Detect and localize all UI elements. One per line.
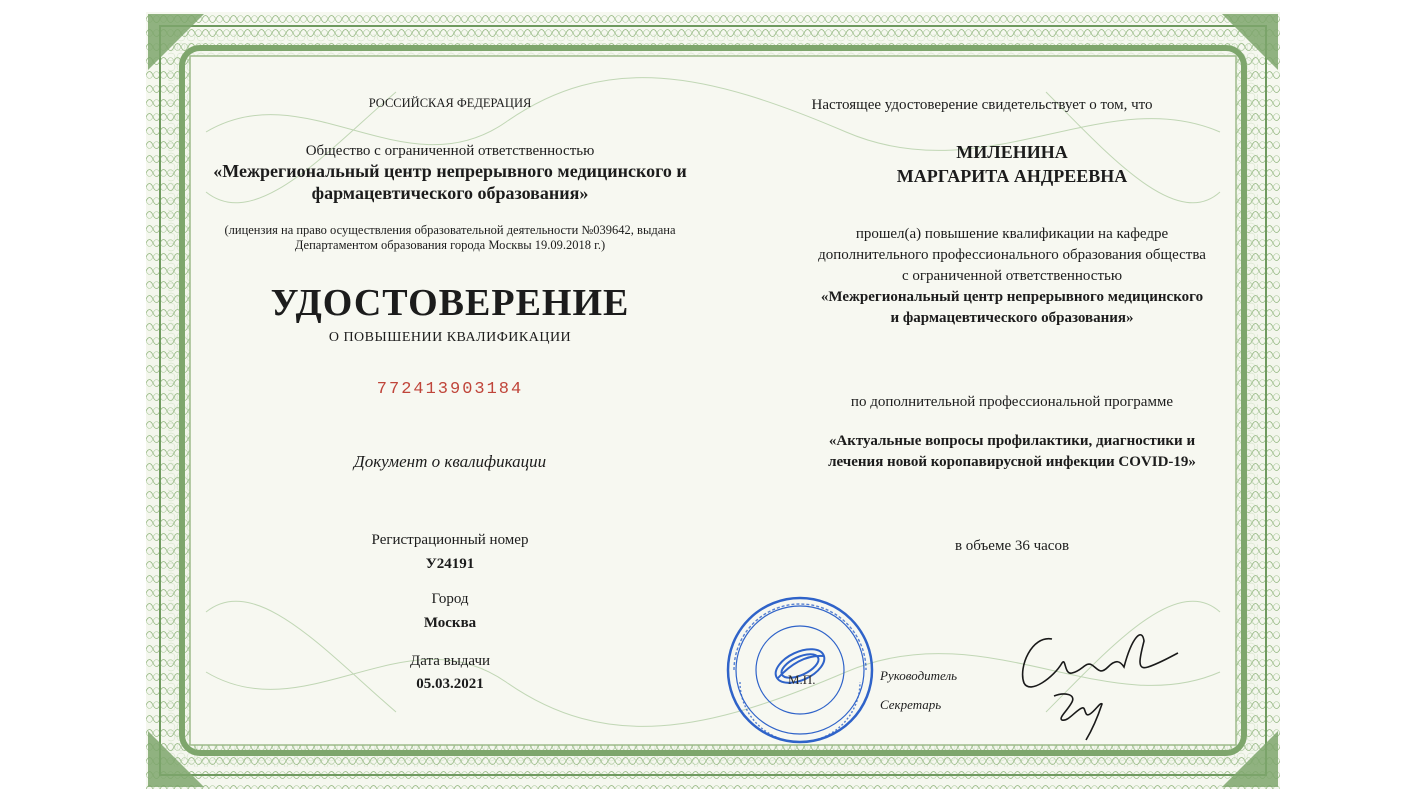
org-line2: и фармацевтического образования» <box>890 310 1134 326</box>
certificate <box>146 12 1280 789</box>
document-title: УДОСТОВЕРЕНИЕ <box>270 282 630 324</box>
serial-number: 772413903184 <box>376 380 524 399</box>
country-label: РОССИЙСКАЯ ФЕДЕРАЦИЯ <box>368 96 532 110</box>
text-line3: с ограниченной ответственностью <box>901 268 1123 284</box>
text-line2: дополнительного профессионального образования общества <box>818 247 1206 263</box>
org-name-line1: «Межрегиональный центр непрерывного медицинского и <box>213 161 687 181</box>
license-line1: (лицензия на право осуществления образовательной деятельности №039642, выдана <box>224 223 676 237</box>
issue-date-label: Дата выдачи <box>409 653 491 669</box>
official-seal <box>724 594 876 746</box>
org-type: Общество с ограниченной ответственностью <box>305 143 595 159</box>
holder-surname: МИЛЕНИНА <box>956 142 1068 162</box>
hours-text: в объеме 36 часов <box>954 538 1070 554</box>
stamp-mark: М.П. <box>788 672 816 687</box>
secretary-signature <box>1046 684 1116 744</box>
holder-name: МАРГАРИТА АНДРЕЕВНА <box>896 166 1128 186</box>
org-name-line2: фармацевтического образования» <box>311 183 589 203</box>
head-label: Руководитель <box>880 668 958 683</box>
document-subtitle: О ПОВЫШЕНИИ КВАЛИФИКАЦИИ <box>328 330 572 345</box>
issue-date-value: 05.03.2021 <box>416 676 484 692</box>
program-line1: «Актуальные вопросы профилактики, диагностики и <box>828 433 1196 449</box>
org-line1: «Межрегиональный центр непрерывного медицинского <box>820 289 1204 305</box>
document-type: Документ о квалификации <box>353 452 547 471</box>
text-line1: прошел(а) повышение квалификации на кафедре <box>855 226 1169 242</box>
license-line2: Департаментом образования города Москвы 19.09.2018 г.) <box>294 238 606 252</box>
intro-text: Настоящее удостоверение свидетельствует о том, что <box>811 97 1153 113</box>
city-value: Москва <box>423 615 477 631</box>
secretary-label: Секретарь <box>880 697 942 712</box>
reg-number-value: У24191 <box>425 556 475 572</box>
program-line2: лечения новой коропавирусной инфекции COVID-19» <box>828 454 1196 470</box>
program-label: по дополнительной профессиональной программе <box>850 394 1174 410</box>
reg-number-label: Регистрационный номер <box>371 532 529 548</box>
city-label: Город <box>431 591 469 607</box>
